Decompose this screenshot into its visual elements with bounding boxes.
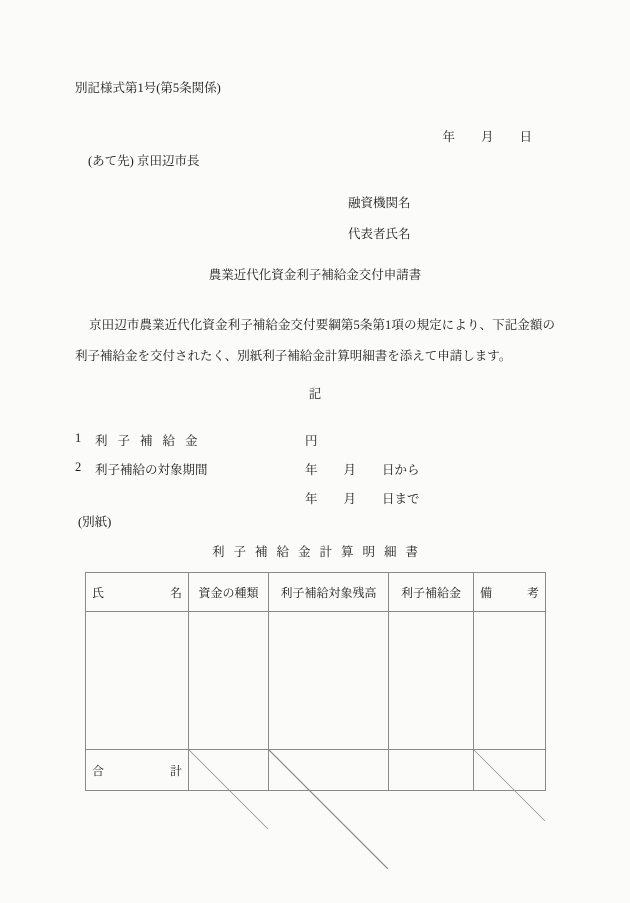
form-code-label: 別記様式第1号(第5条関係): [75, 81, 221, 95]
total-cell-label: [86, 750, 189, 791]
header-cell-fund-type: 資金の種類: [189, 573, 269, 612]
header-note-right: 考: [526, 585, 539, 600]
date-line: [430, 118, 532, 156]
document-title: 農業近代化資金利子補給金交付申請書: [208, 268, 422, 282]
item-label: 利子補給金: [95, 434, 208, 448]
item-label: 利子補給の対象期間: [95, 463, 208, 477]
ki-marker: 記: [308, 387, 322, 401]
entry-cell-fund-type[interactable]: [189, 612, 269, 750]
header-cell-subsidy: 利子補給金: [389, 573, 474, 612]
period-from-year: 年: [305, 463, 318, 477]
table-title: 利子補給金計算明細書: [211, 545, 427, 559]
item-unit-label: 円: [305, 434, 318, 448]
item-period-from: [305, 460, 420, 478]
header-cell-name: [86, 573, 189, 612]
total-cell-note: [474, 750, 546, 791]
diagonal-strike-icon: [189, 750, 268, 829]
total-cell-fund-type: [189, 750, 269, 791]
entry-cell-target-balance[interactable]: [269, 612, 389, 750]
item-number: 2: [75, 460, 82, 474]
total-cell-subsidy[interactable]: [389, 750, 474, 791]
period-to-month: 月: [343, 492, 357, 506]
body-paragraph-text: 京田辺市農業近代化資金利子補給金交付要綱第5条第1項の規定により、下記金額の利子補給金を交付されたく、別紙利子補給金計算明細書を添えて申請します。: [75, 318, 555, 363]
entry-cell-note[interactable]: [474, 612, 546, 750]
diagonal-strike-icon: [269, 750, 388, 869]
date-year-label: 年: [442, 129, 456, 144]
period-from-day: 日から: [382, 463, 420, 477]
header-name-right: 名: [169, 585, 182, 600]
table-header-row: [86, 573, 546, 612]
body-paragraph: [75, 310, 555, 372]
header-cell-target-balance: 利子補給対象残高: [269, 573, 389, 612]
appendix-label: (別紙): [78, 515, 112, 529]
header-name-left: 氏: [92, 585, 105, 600]
total-label-left: 合: [92, 763, 105, 778]
representative-name-label: 代表者氏名: [348, 227, 411, 241]
item-period-to: [305, 489, 420, 507]
item-number: 1: [75, 431, 82, 445]
period-to-day: 日まで: [382, 492, 420, 506]
date-day-label: 日: [519, 129, 533, 144]
total-label-right: 計: [169, 763, 182, 778]
header-cell-note: [474, 573, 546, 612]
subsidy-calculation-table: [85, 572, 546, 791]
total-cell-target-balance: [269, 750, 389, 791]
table-entry-row: [86, 612, 546, 750]
header-note-left: 備: [480, 585, 493, 600]
diagonal-strike-icon: [474, 750, 545, 821]
date-month-label: 月: [481, 129, 494, 144]
entry-cell-name[interactable]: [86, 612, 189, 750]
addressee-label: (あて先) 京田辺市長: [88, 154, 200, 168]
period-from-month: 月: [343, 463, 357, 477]
lender-institution-name-label: 融資機関名: [348, 196, 411, 210]
table-total-row: [86, 750, 546, 791]
entry-cell-subsidy[interactable]: [389, 612, 474, 750]
period-to-year: 年: [305, 492, 318, 506]
